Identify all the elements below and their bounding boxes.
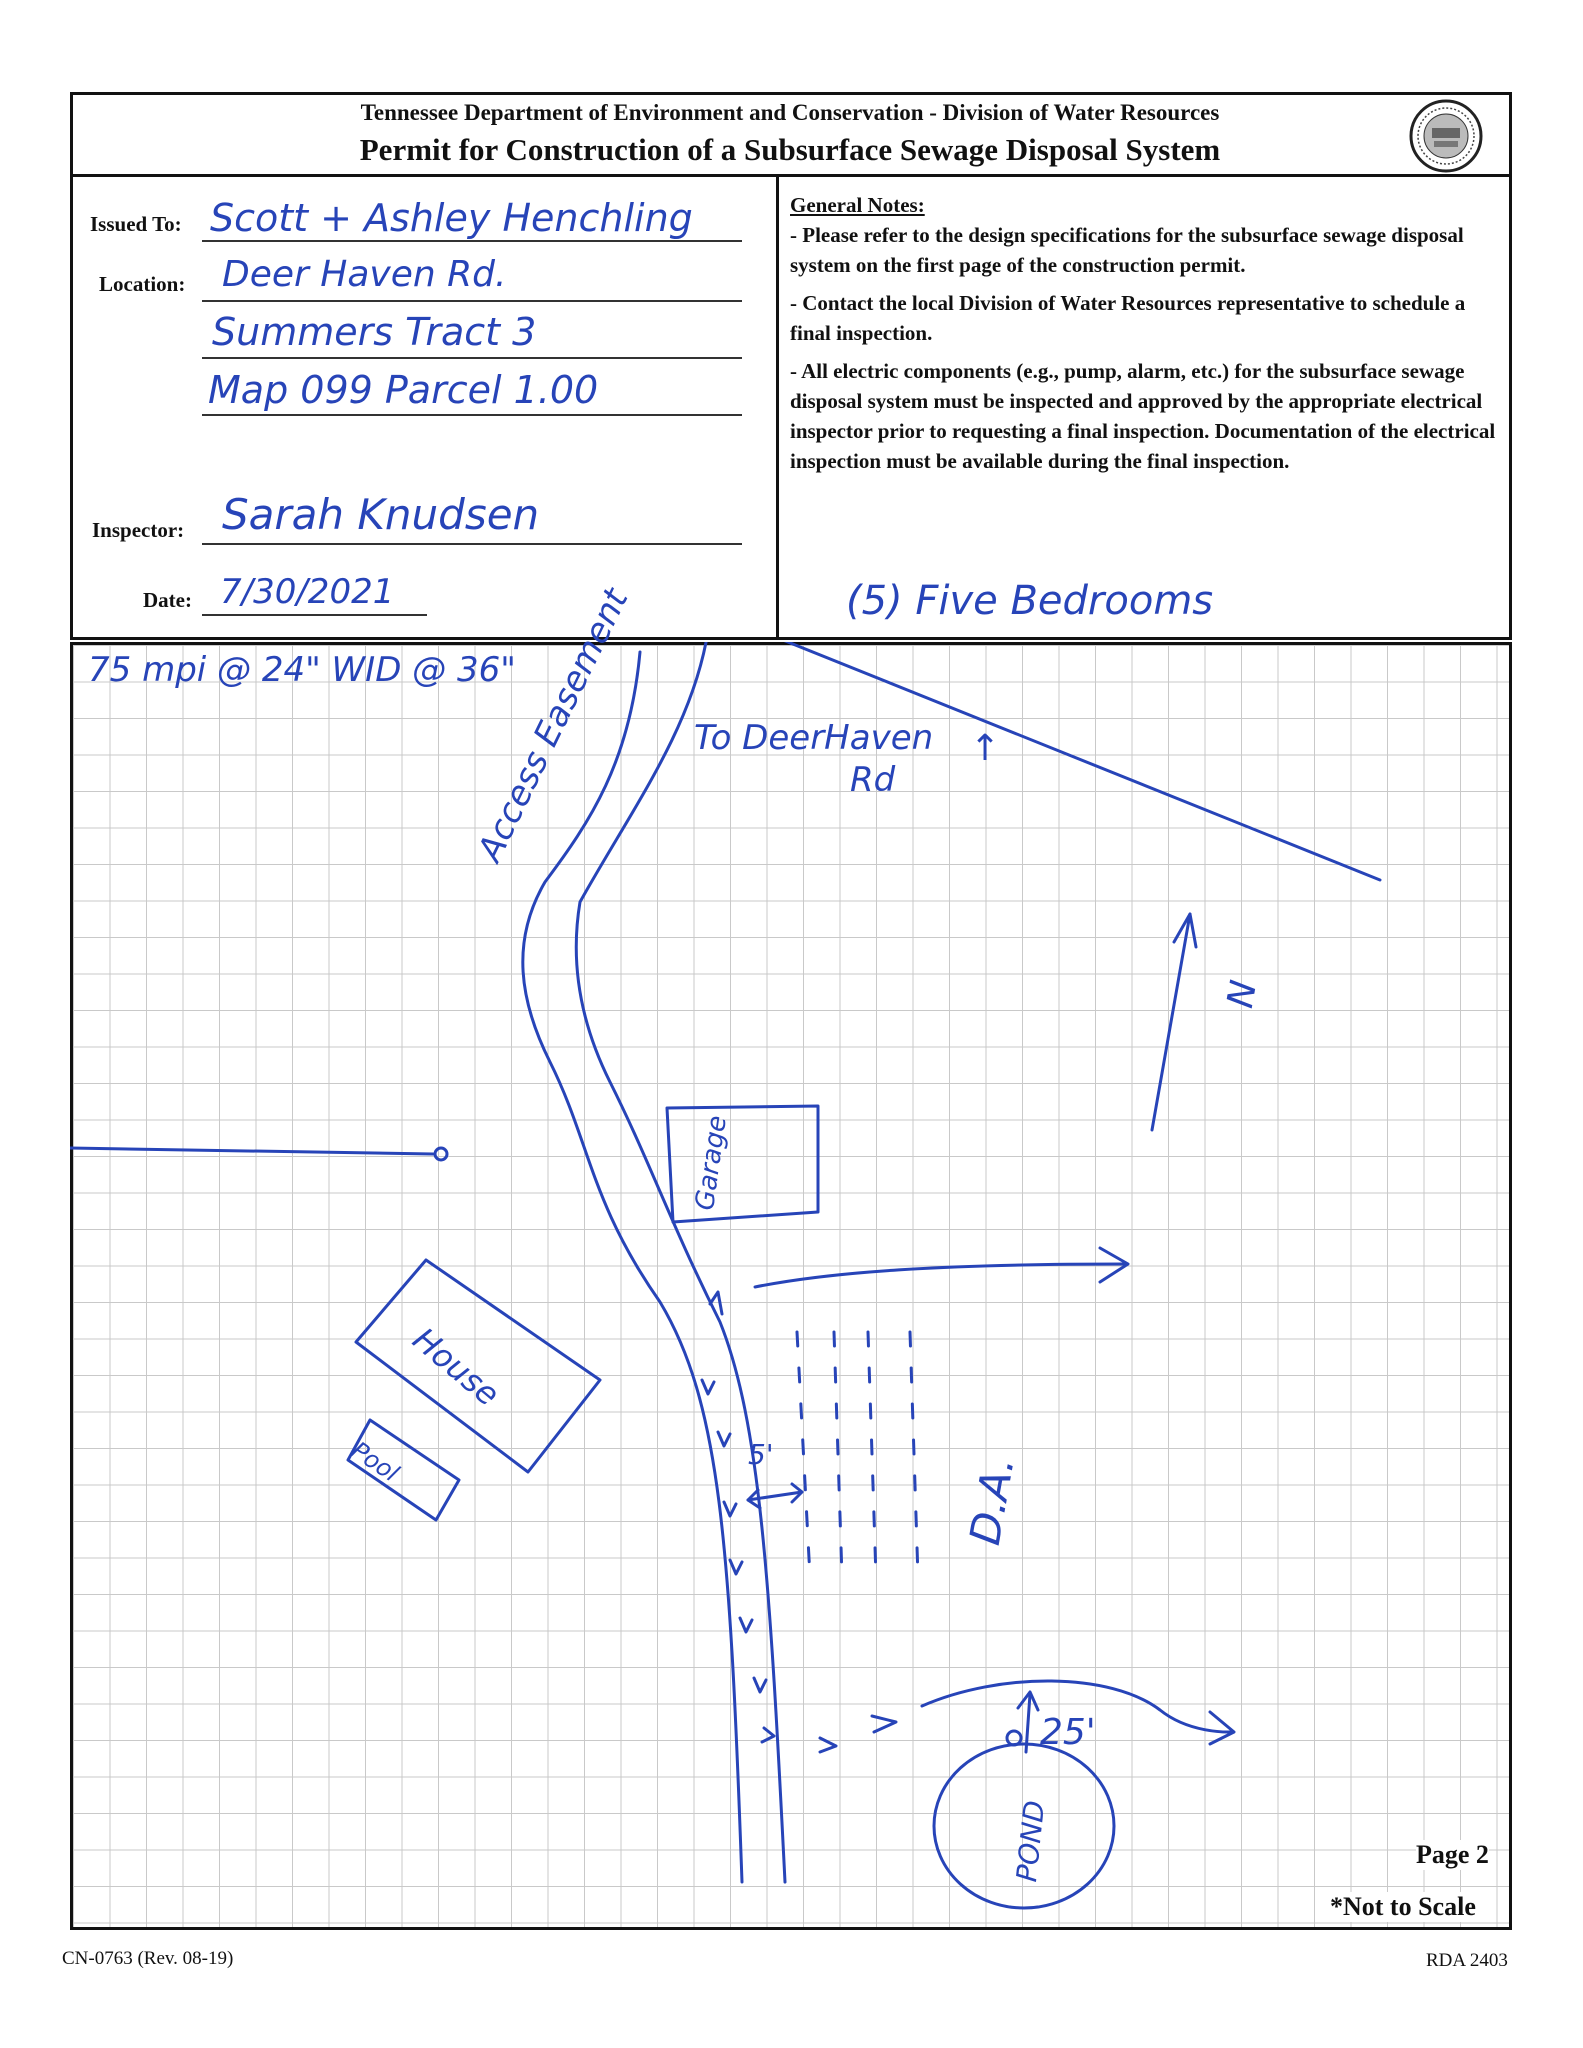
page-number: Page 2 bbox=[1416, 1840, 1489, 1869]
property-line-west bbox=[70, 1148, 433, 1154]
general-notes-title: General Notes: bbox=[790, 193, 925, 217]
to-road-label-2: Rd bbox=[850, 760, 896, 800]
soil-note: 75 mpi @ 24" WID @ 36" bbox=[88, 650, 516, 690]
trench-line bbox=[797, 1332, 810, 1577]
note-item: - All electric components (e.g., pump, alarm, etc.) for the subsurface sewage disposal system must be inspected and approved by the appropriate electrical inspector prior to requesting a final inspection. Documentation of the electrical inspection must be available during the final inspection. bbox=[790, 359, 1496, 473]
header-divider bbox=[70, 174, 1512, 177]
note-item: - Contact the local Division of Water Resources representative to schedule a final inspection. bbox=[790, 291, 1466, 345]
easement-right-edge bbox=[576, 642, 785, 1882]
not-to-scale: *Not to Scale bbox=[1330, 1892, 1476, 1921]
location-underline-1 bbox=[202, 300, 742, 302]
house-label: House bbox=[405, 1320, 507, 1414]
date-label: Date: bbox=[143, 588, 192, 612]
issued-to-value: Scott + Ashley Henchling bbox=[210, 196, 693, 240]
easement-label: Access Easement bbox=[470, 582, 637, 868]
spacing-label: 5' bbox=[748, 1438, 774, 1471]
north-label: N bbox=[1220, 977, 1266, 1012]
issued-to-label: Issued To: bbox=[90, 212, 182, 236]
location-underline-3 bbox=[202, 414, 742, 416]
trench-line bbox=[834, 1332, 842, 1577]
north-arrow bbox=[1152, 914, 1190, 1130]
inspector-signature: Sarah Knudsen bbox=[222, 490, 540, 539]
site-sketch-drawing bbox=[70, 642, 1512, 1930]
location-line-3: Map 099 Parcel 1.00 bbox=[208, 368, 599, 412]
pond-setback-marker bbox=[1007, 1731, 1021, 1745]
agency-heading: Tennessee Department of Environment and Conservation - Division of Water Resources bbox=[360, 100, 1220, 125]
inspector-label: Inspector: bbox=[92, 518, 185, 542]
location-underline-2 bbox=[202, 357, 742, 359]
rda-number: RDA 2403 bbox=[1426, 1950, 1508, 1971]
note-item: - Please refer to the design specifications for the subsurface sewage disposal system on the first page of the construction permit. bbox=[790, 223, 1464, 277]
pond-setback-label: 25' bbox=[1040, 1712, 1096, 1753]
to-road-label: To DeerHaven bbox=[694, 718, 934, 758]
bedrooms-note: (5) Five Bedrooms bbox=[846, 578, 1214, 624]
easement-left-edge bbox=[523, 652, 742, 1882]
pin-marker-west bbox=[435, 1148, 447, 1160]
pool-label: Pool bbox=[346, 1436, 404, 1488]
location-line-2: Summers Tract 3 bbox=[212, 310, 537, 354]
permit-title: Permit for Construction of a Subsurface Sewage Disposal System bbox=[359, 132, 1221, 167]
trench-line bbox=[868, 1332, 876, 1577]
trench-line bbox=[910, 1332, 918, 1577]
location-line-1: Deer Haven Rd. bbox=[222, 254, 507, 295]
location-label: Location: bbox=[99, 272, 186, 296]
garage-label: Garage bbox=[690, 1113, 733, 1213]
issued-to-underline bbox=[202, 240, 742, 242]
inspector-underline bbox=[202, 543, 742, 545]
pond-label: POND bbox=[1010, 1799, 1052, 1884]
drain-area-label: D.A. bbox=[960, 1452, 1024, 1549]
up-arrow-icon: ↑ bbox=[970, 728, 1001, 769]
date-value: 7/30/2021 bbox=[220, 572, 395, 612]
flow-arrow-top bbox=[755, 1264, 1125, 1287]
general-notes bbox=[790, 190, 1500, 484]
state-seal-icon bbox=[1408, 98, 1484, 174]
column-divider bbox=[776, 174, 779, 640]
form-number: CN-0763 (Rev. 08-19) bbox=[62, 1948, 234, 1969]
date-underline bbox=[202, 614, 427, 616]
